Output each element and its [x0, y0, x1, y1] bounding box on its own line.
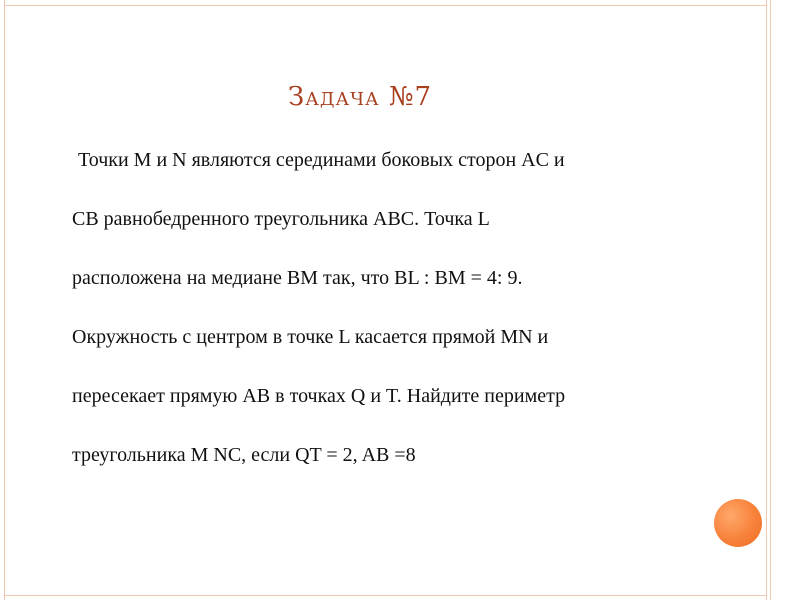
problem-line: CB равнобедренного треугольника ABC. Точка L	[72, 208, 490, 230]
problem-line: треугольника M NC, если QT = 2, AB =8	[72, 444, 416, 466]
slide-title: Задача №7	[288, 82, 433, 112]
problem-text	[72, 140, 752, 494]
problem-line: Окружность с центром в точке L касается прямой MN и	[72, 326, 549, 348]
frame-right-border-outer	[770, 0, 771, 600]
problem-line: Точки M и N являются серединами боковых сторон AC и	[78, 149, 565, 171]
frame-left-border	[4, 0, 5, 600]
decorative-orange-circle	[714, 499, 762, 547]
frame-right-border	[766, 0, 767, 600]
problem-line: расположена на медиане BM так, что BL : BM = 4: 9.	[72, 267, 523, 289]
frame-bottom-border	[4, 595, 767, 596]
problem-line: пересекает прямую AB в точках Q и T. Найдите периметр	[72, 385, 566, 407]
frame-top-border	[4, 5, 767, 6]
